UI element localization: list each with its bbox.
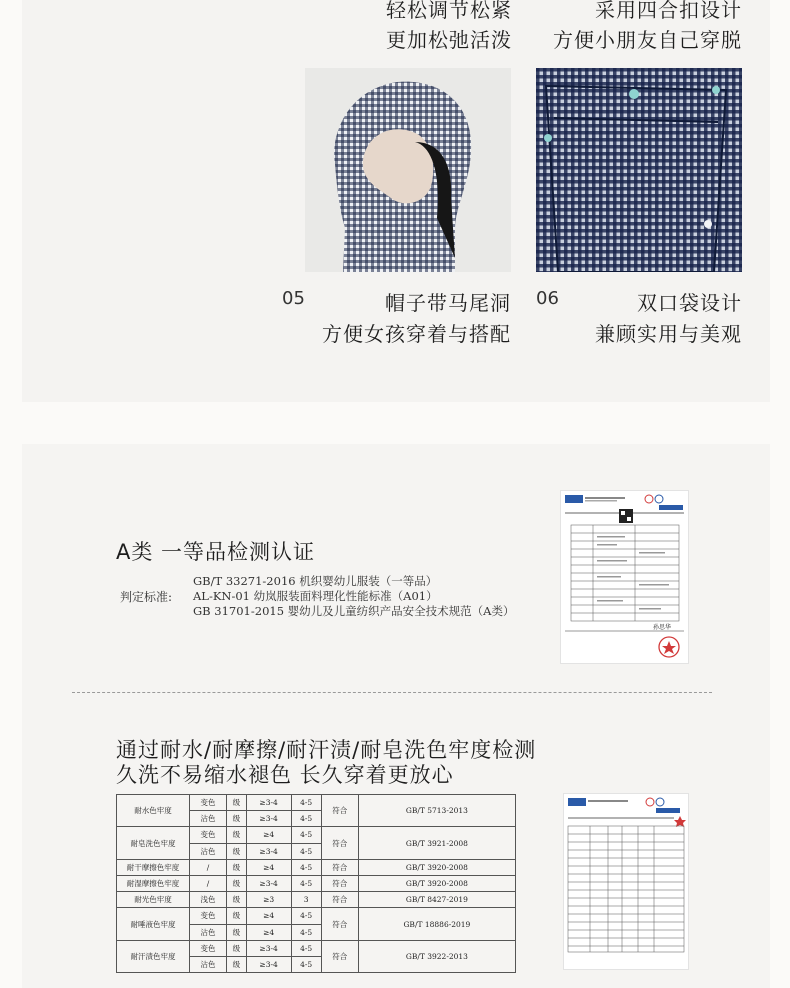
feature-03-line1: 轻松调节松紧 — [386, 0, 512, 22]
table-cell: 沾色 — [190, 924, 227, 940]
feature-05-line2: 方便女孩穿着与搭配 — [322, 322, 511, 346]
table-row — [117, 827, 516, 843]
table-cell: 变色 — [190, 827, 227, 843]
table-cell: 变色 — [190, 940, 227, 956]
table-cell: 级 — [227, 908, 247, 924]
pocket-photo — [536, 68, 742, 272]
table-cell: 级 — [227, 924, 247, 940]
table-row — [117, 859, 516, 875]
table-cell: 级 — [227, 859, 247, 875]
table-cell: ≥3-4 — [246, 843, 291, 859]
table-cell: GB/T 3920-2008 — [358, 875, 515, 891]
table-row — [117, 940, 516, 956]
table-cell: GB/T 3921-2008 — [358, 827, 515, 859]
feature-06-line2: 兼顾实用与美观 — [595, 322, 742, 346]
standard-line-2: AL-KN-01 幼岚服装面料理化性能标准（A01） — [193, 589, 438, 603]
table-cell: 符合 — [321, 795, 358, 827]
table-cell: ≥3-4 — [246, 811, 291, 827]
feature-03-line2: 更加松弛活泼 — [386, 28, 512, 52]
table-cell: GB/T 8427-2019 — [358, 892, 515, 908]
table-cell: 4-5 — [291, 956, 321, 972]
standard-label: 判定标准: — [120, 590, 173, 604]
table-cell: 4-5 — [291, 843, 321, 859]
table-cell: 符合 — [321, 908, 358, 940]
table-cell: 级 — [227, 956, 247, 972]
table-row — [117, 875, 516, 891]
table-cell: 符合 — [321, 892, 358, 908]
feature-05-line1: 帽子带马尾洞 — [385, 291, 511, 315]
table-cell: 符合 — [321, 859, 358, 875]
table-cell: 级 — [227, 940, 247, 956]
standard-line-3: GB 31701-2015 婴幼儿及儿童纺织产品安全技术规范（A类） — [193, 604, 515, 618]
fastness-table — [116, 794, 516, 973]
feature-04-line2: 方便小朋友自己穿脱 — [553, 28, 742, 52]
fastness-title-line1: 通过耐水/耐摩擦/耐汗渍/耐皂洗色牢度检测 — [116, 738, 537, 762]
table-cell: 4-5 — [291, 859, 321, 875]
hood-photo — [305, 68, 511, 272]
table-cell: GB/T 3922-2013 — [358, 940, 515, 972]
feature-06-line1: 双口袋设计 — [637, 291, 742, 315]
table-cell: 沾色 — [190, 811, 227, 827]
table-cell: ≥4 — [246, 924, 291, 940]
fastness-title-line2: 久洗不易缩水褪色 长久穿着更放心 — [116, 763, 454, 787]
table-row — [117, 795, 516, 811]
table-cell: 耐干摩擦色牢度 — [117, 859, 190, 875]
table-cell: ≥3-4 — [246, 795, 291, 811]
table-cell: 耐汗渍色牢度 — [117, 940, 190, 972]
table-row — [117, 908, 516, 924]
table-cell: 4-5 — [291, 827, 321, 843]
table-cell: GB/T 5713-2013 — [358, 795, 515, 827]
table-cell: 沾色 — [190, 843, 227, 859]
table-cell: 级 — [227, 843, 247, 859]
table-cell: 4-5 — [291, 875, 321, 891]
table-cell: 4-5 — [291, 924, 321, 940]
report-signature: 孙思华 — [653, 625, 672, 631]
section-divider — [72, 692, 712, 693]
table-cell: 浅色 — [190, 892, 227, 908]
table-cell: 耐水色牢度 — [117, 795, 190, 827]
feature-06-number: 06 — [536, 288, 559, 309]
table-row — [117, 892, 516, 908]
feature-04-line1: 采用四合扣设计 — [595, 0, 742, 22]
feature-05-number: 05 — [282, 288, 305, 309]
table-cell: 沾色 — [190, 956, 227, 972]
table-cell: ≥4 — [246, 859, 291, 875]
table-cell: / — [190, 875, 227, 891]
standard-line-1: GB/T 33271-2016 机织婴幼儿服装（一等品） — [193, 574, 438, 588]
table-cell: 级 — [227, 795, 247, 811]
test-report-image-1 — [560, 490, 689, 664]
table-cell: 4-5 — [291, 811, 321, 827]
table-cell: 符合 — [321, 827, 358, 859]
table-cell: 耐光色牢度 — [117, 892, 190, 908]
table-cell: ≥3-4 — [246, 940, 291, 956]
table-cell: 耐湿摩擦色牢度 — [117, 875, 190, 891]
table-cell: 耐皂洗色牢度 — [117, 827, 190, 859]
table-cell: 耐唾液色牢度 — [117, 908, 190, 940]
table-cell: ≥4 — [246, 908, 291, 924]
table-cell: ≥3 — [246, 892, 291, 908]
table-cell: ≥3-4 — [246, 956, 291, 972]
table-cell: 4-5 — [291, 795, 321, 811]
table-cell: 4-5 — [291, 940, 321, 956]
table-cell: 变色 — [190, 795, 227, 811]
table-cell: 变色 — [190, 908, 227, 924]
test-report-image-2 — [563, 793, 689, 970]
table-cell: 级 — [227, 827, 247, 843]
table-cell: / — [190, 859, 227, 875]
table-cell: 级 — [227, 892, 247, 908]
table-cell: ≥4 — [246, 827, 291, 843]
table-cell: 级 — [227, 811, 247, 827]
table-cell: ≥3-4 — [246, 875, 291, 891]
table-cell: GB/T 3920-2008 — [358, 859, 515, 875]
table-cell: GB/T 18886-2019 — [358, 908, 515, 940]
table-cell: 4-5 — [291, 908, 321, 924]
table-cell: 3 — [291, 892, 321, 908]
table-cell: 符合 — [321, 875, 358, 891]
cert-title: A类 一等品检测认证 — [116, 540, 316, 564]
table-cell: 符合 — [321, 940, 358, 972]
table-cell: 级 — [227, 875, 247, 891]
